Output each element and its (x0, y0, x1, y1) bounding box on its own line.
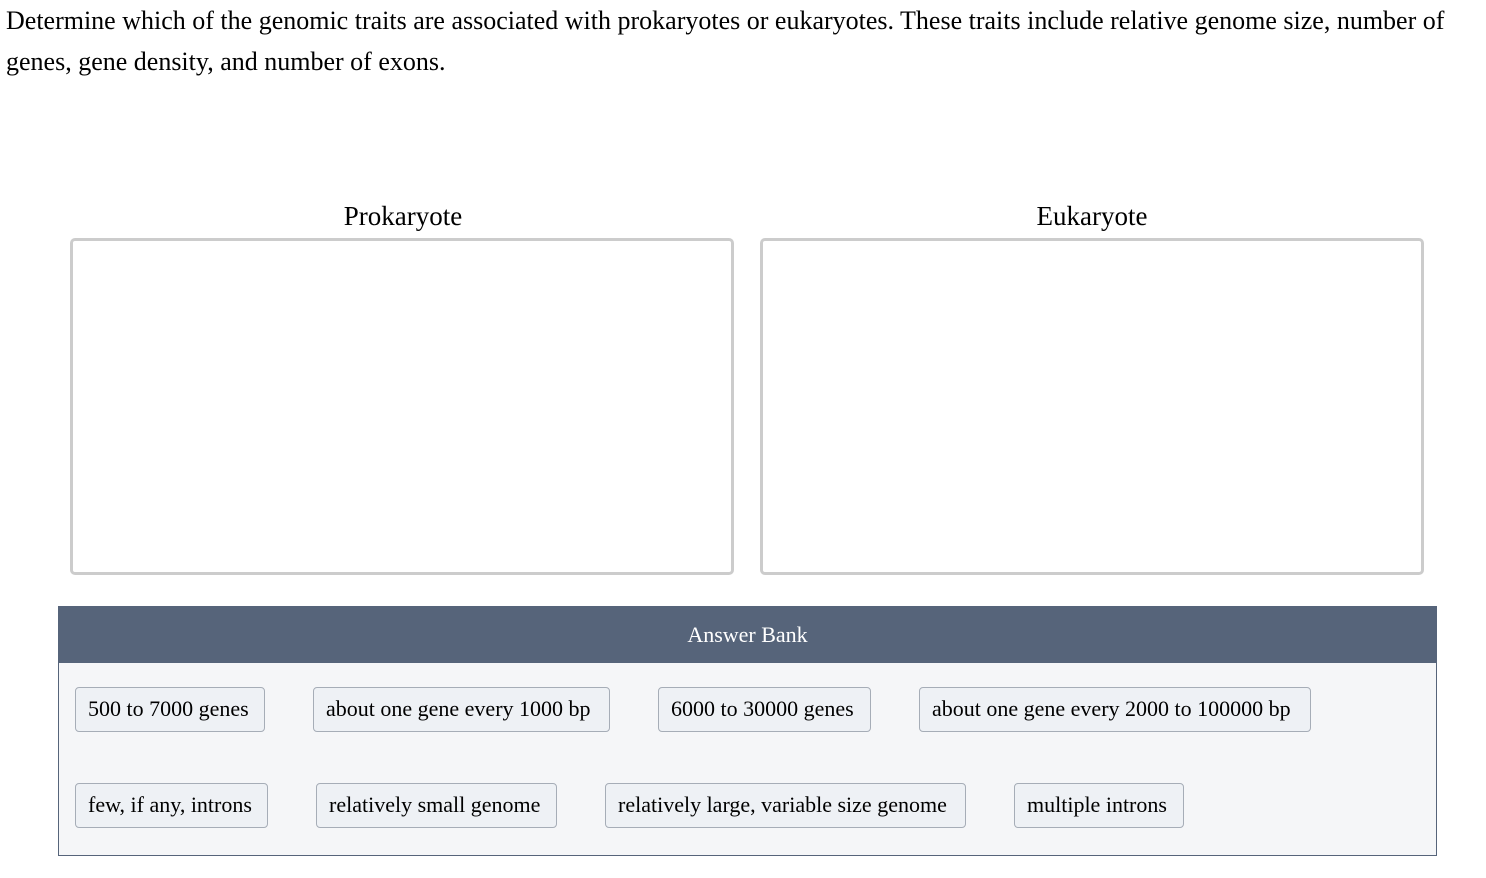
answer-bank-header: Answer Bank (59, 607, 1436, 663)
answer-chip[interactable]: few, if any, introns (75, 783, 268, 828)
answer-chip[interactable]: about one gene every 2000 to 100000 bp (919, 687, 1311, 732)
prokaryote-drop-zone[interactable] (70, 238, 734, 575)
answer-chip[interactable]: 6000 to 30000 genes (658, 687, 871, 732)
answer-chip[interactable]: relatively large, variable size genome (605, 783, 966, 828)
answer-chip[interactable]: about one gene every 1000 bp (313, 687, 610, 732)
answer-chip[interactable]: multiple introns (1014, 783, 1184, 828)
answer-chip[interactable]: relatively small genome (316, 783, 557, 828)
eukaryote-zone-title: Eukaryote (1036, 201, 1148, 231)
answer-chip[interactable]: 500 to 7000 genes (75, 687, 265, 732)
prokaryote-zone-title: Prokaryote (343, 201, 463, 231)
answer-bank (58, 606, 1437, 856)
eukaryote-drop-zone[interactable] (760, 238, 1424, 575)
question-text: Determine which of the genomic traits are associated with prokaryotes or eukaryotes. These traits include relative genome size, number of genes, gene density, and number of exons. (6, 6, 1445, 76)
